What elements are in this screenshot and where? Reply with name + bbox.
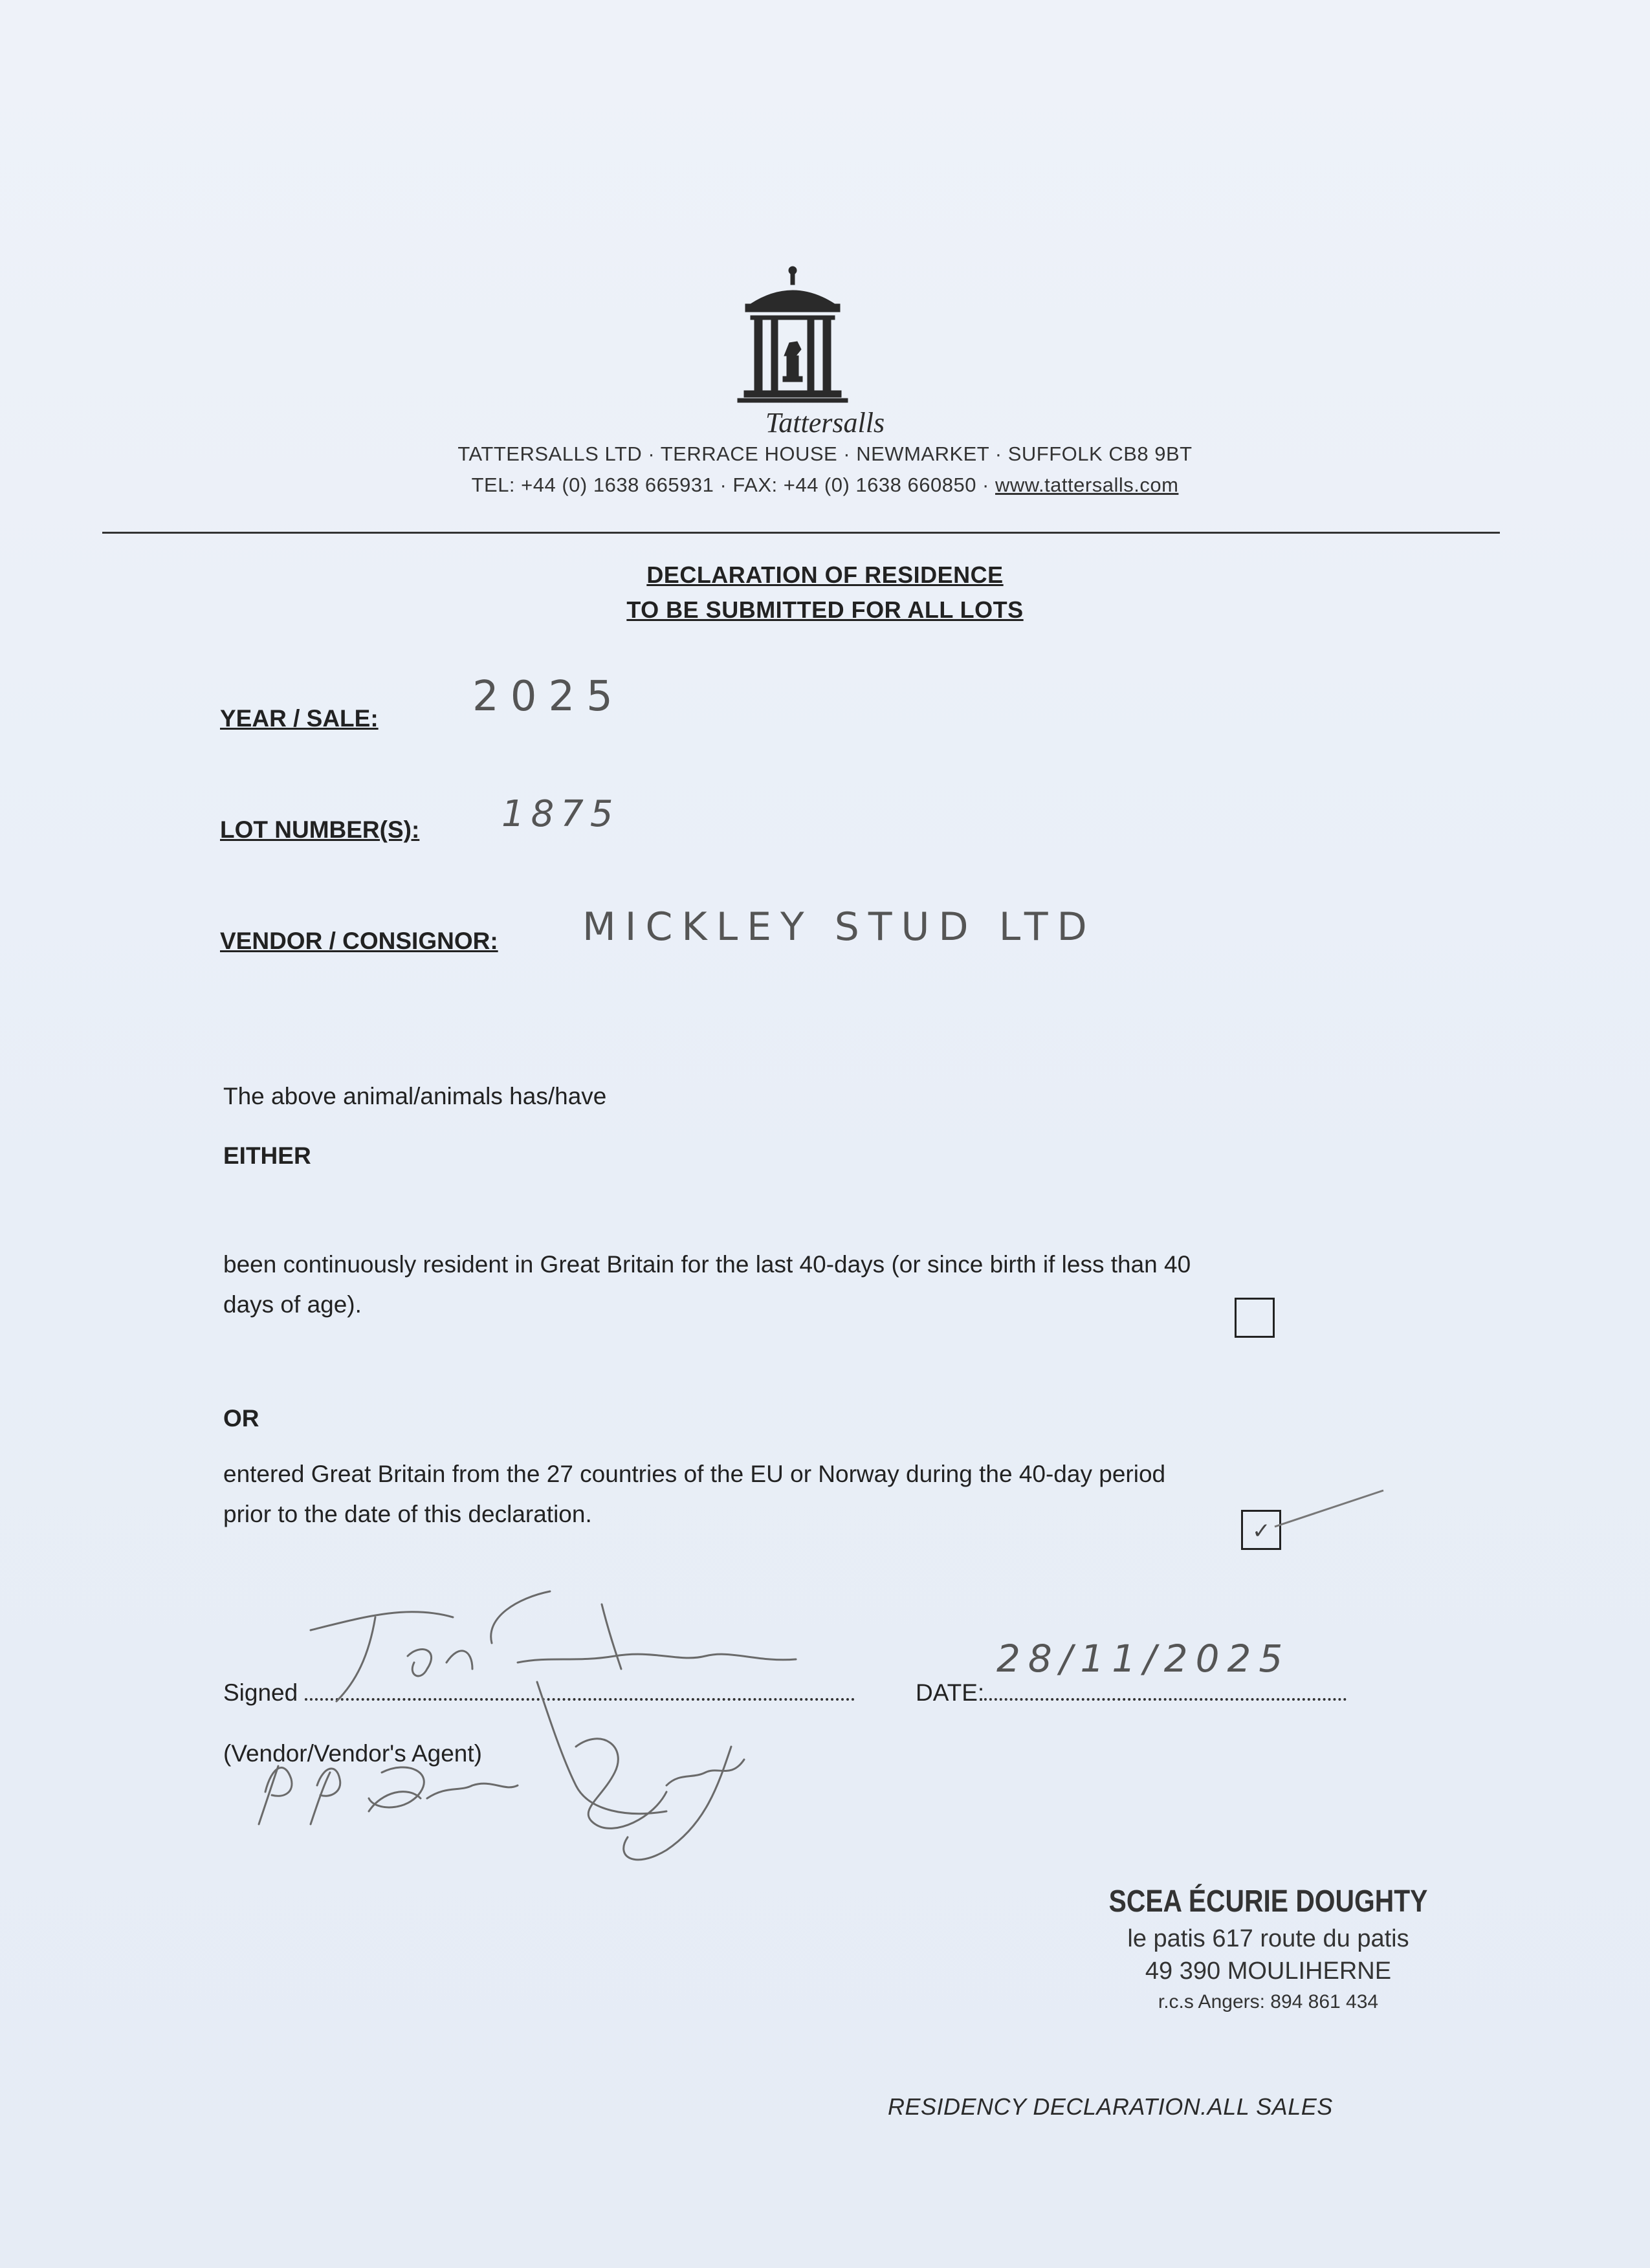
handwritten-signature — [214, 1578, 893, 1902]
tattersalls-temple-logo-icon — [725, 259, 861, 414]
year-sale-label: YEAR / SALE: — [220, 705, 379, 732]
address-line: TATTERSALLS LTD · TERRACE HOUSE · NEWMARKET · SUFFOLK CB8 9BT — [457, 442, 1193, 465]
lot-number-label: LOT NUMBER(S): — [220, 816, 420, 843]
website-link[interactable]: www.tattersalls.com — [995, 474, 1179, 496]
vendor-consignor-value[interactable]: MICKLEY STUD LTD — [582, 904, 1096, 950]
either-heading: EITHER — [223, 1142, 311, 1169]
form-title: DECLARATION OF RESIDENCE — [646, 562, 1004, 588]
stamp-address-line1: le patis 617 route du patis — [1127, 1925, 1409, 1952]
vendor-consignor-label: VENDOR / CONSIGNOR: — [220, 928, 498, 954]
date-value[interactable]: 28/11/2025 — [996, 1637, 1291, 1681]
checkmark-icon: ✓ — [1252, 1519, 1271, 1543]
header-divider — [102, 532, 1500, 534]
stamp-company-name: SCEA ÉCURIE DOUGHTY — [1108, 1884, 1428, 1919]
stamp-address-line2: 49 390 MOULIHERNE — [1145, 1957, 1392, 1985]
lot-number-value[interactable]: 1875 — [501, 793, 620, 835]
option1-checkbox[interactable] — [1235, 1298, 1275, 1338]
contact-numbers: TEL: +44 (0) 1638 665931 · FAX: +44 (0) 1638 660850 · — [471, 474, 995, 496]
footer-reference: RESIDENCY DECLARATION.ALL SALES — [888, 2093, 1333, 2120]
declaration-intro: The above animal/animals has/have — [223, 1083, 607, 1109]
check-stroke-icon — [1275, 1481, 1391, 1533]
contact-line — [0, 474, 1650, 497]
option2-text-line2: prior to the date of this declaration. — [223, 1501, 592, 1527]
date-label: DATE: — [916, 1679, 985, 1706]
option1-text-line2: days of age). — [223, 1291, 362, 1318]
stamp-registration: r.c.s Angers: 894 861 434 — [1158, 1991, 1379, 2012]
or-heading: OR — [223, 1405, 259, 1432]
signed-label: Signed — [223, 1679, 298, 1706]
option1-text-line1: been continuously resident in Great Britain for the last 40-days (or since birth if less than 40 — [223, 1251, 1191, 1278]
signer-role: (Vendor/Vendor's Agent) — [223, 1740, 482, 1767]
form-subtitle: TO BE SUBMITTED FOR ALL LOTS — [626, 596, 1024, 623]
year-sale-value[interactable]: 2025 — [472, 673, 624, 721]
date-line[interactable] — [984, 1698, 1347, 1701]
option2-text-line1: entered Great Britain from the 27 countries of the EU or Norway during the 40-day period — [223, 1461, 1166, 1487]
brand-name: Tattersalls — [765, 407, 885, 439]
